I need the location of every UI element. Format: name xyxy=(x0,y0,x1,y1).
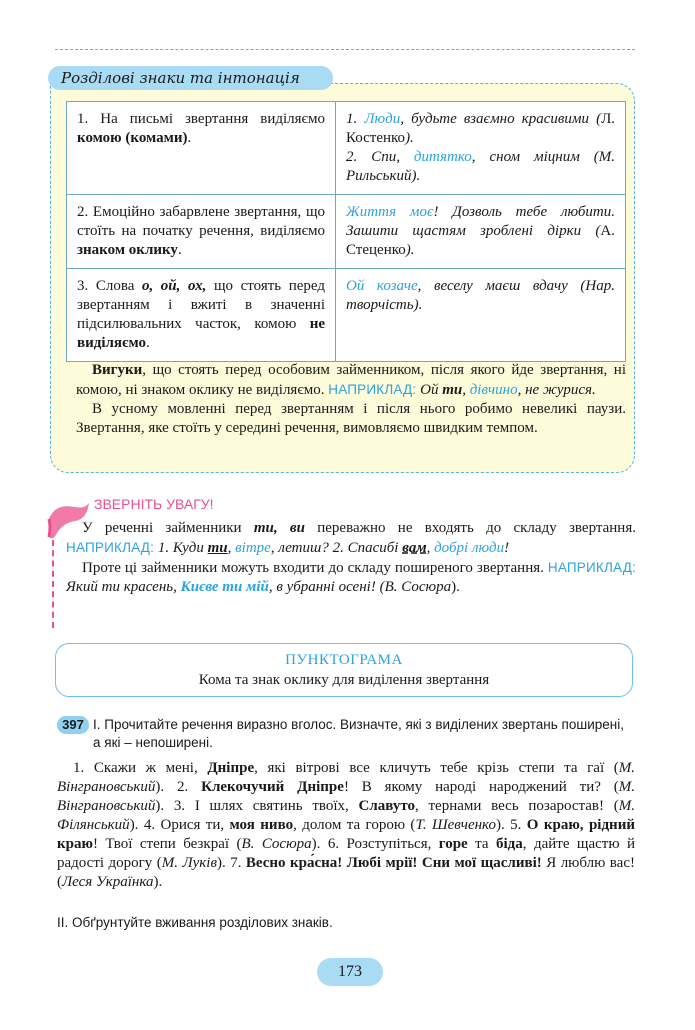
top-divider xyxy=(55,49,635,50)
exercise-task-2: ІІ. Обґрунтуйте вживання розділових знаків. xyxy=(57,915,333,930)
punktogram-subtitle: Кома та знак оклику для виділення звертання xyxy=(198,672,490,688)
exercise-text: 1. Скажи ж мені, Дніпре, які вітрові все кличуть тебе крізь степи та гаї (М. Вінграновський). 2. Клекочучий Дніпре! В якому народі народжений ти? (М. Вінграновський). 3. І шлях святинь твоїх, Славуто, тернами весь позаростав! (М. Філянський). 4. Орися ти, моя ниво, долом та горою (Т. Шевченко). 5. О краю, рідний краю! Твої степи безкраї (В. Сосюра). 6. Розступіться, горе та біда, дайте щастю й радості дорогу (М. Луків). 7. Весно кра́сна! Любі мрії! Сни мої щасливі! Я люблю вас! (Леся Українка). xyxy=(57,760,636,890)
note-vyguky: Вигуки, що стоять перед особовим займенником, після якого йде звертання, ні комою, ні знаком оклику не виділяємо. НАПРИКЛАД: Ой ти, дівчино, не журися. xyxy=(76,362,626,398)
rule-text: 1. На письмі звертання виділяємо комою (комами). xyxy=(67,102,336,195)
rules-table xyxy=(66,101,626,362)
attention-paragraph: У реченні займенники ти, ви переважно не входять до складу звертання. НАПРИКЛАД: 1. Куди ти, вітре, летиш? 2. Спасибі вам, добрі люди! xyxy=(66,520,636,556)
exercise-sentences xyxy=(57,759,635,892)
rules-note xyxy=(76,361,626,438)
rule-text: 3. Слова о, ой, ох, що стоять перед звертанням і вжиті в значенні підсилювальних часток, комою не виділяємо. xyxy=(67,269,336,362)
exercise-number: 397 xyxy=(57,716,89,734)
attention-margin-line xyxy=(52,540,54,628)
attention-paragraph: Проте ці займенники можуть входити до складу поширеного звертання. НАПРИКЛАД: Який ти красень, Києве ти мій, в убранні осені! (В. Сосюра). xyxy=(66,560,636,595)
punktogram-title: ПУНКТОГРАМА xyxy=(285,652,403,668)
exercise-task-1: І. Прочитайте речення виразно вголос. Визначте, які з виділених звертань поширені, а які – непоширені. xyxy=(93,717,624,750)
rule-example: Життя моє! Дозволь тебе любити. Зашити щастям зроблені дірки (А. Стеценко). xyxy=(336,195,626,269)
section-tab: Розділові знаки та інтонація xyxy=(48,66,333,90)
attention-title: ЗВЕРНІТЬ УВАГУ! xyxy=(94,496,214,512)
attention-body xyxy=(66,519,636,597)
rule-row xyxy=(67,269,626,362)
rule-row xyxy=(67,195,626,269)
rule-row xyxy=(67,102,626,195)
rule-example: Ой козаче, веселу маєш вдачу (Нар. творчість). xyxy=(336,269,626,362)
rule-text: 2. Емоційно забарвлене звертання, що стоїть на початку речення, виділяємо знаком оклику. xyxy=(67,195,336,269)
rule-example: 1. Люди, будьте взаємно красивими (Л. Костенко). 2. Спи, дитятко, сном міцним (М. Рильський). xyxy=(336,102,626,195)
note-pauses: В усному мовленні перед звертанням і після нього робимо невеликі паузи. Звертання, яке стоїть у середині речення, вимовляємо швидким темпом. xyxy=(76,401,626,436)
page-number: 173 xyxy=(317,958,383,986)
punktogram-box xyxy=(55,643,633,697)
